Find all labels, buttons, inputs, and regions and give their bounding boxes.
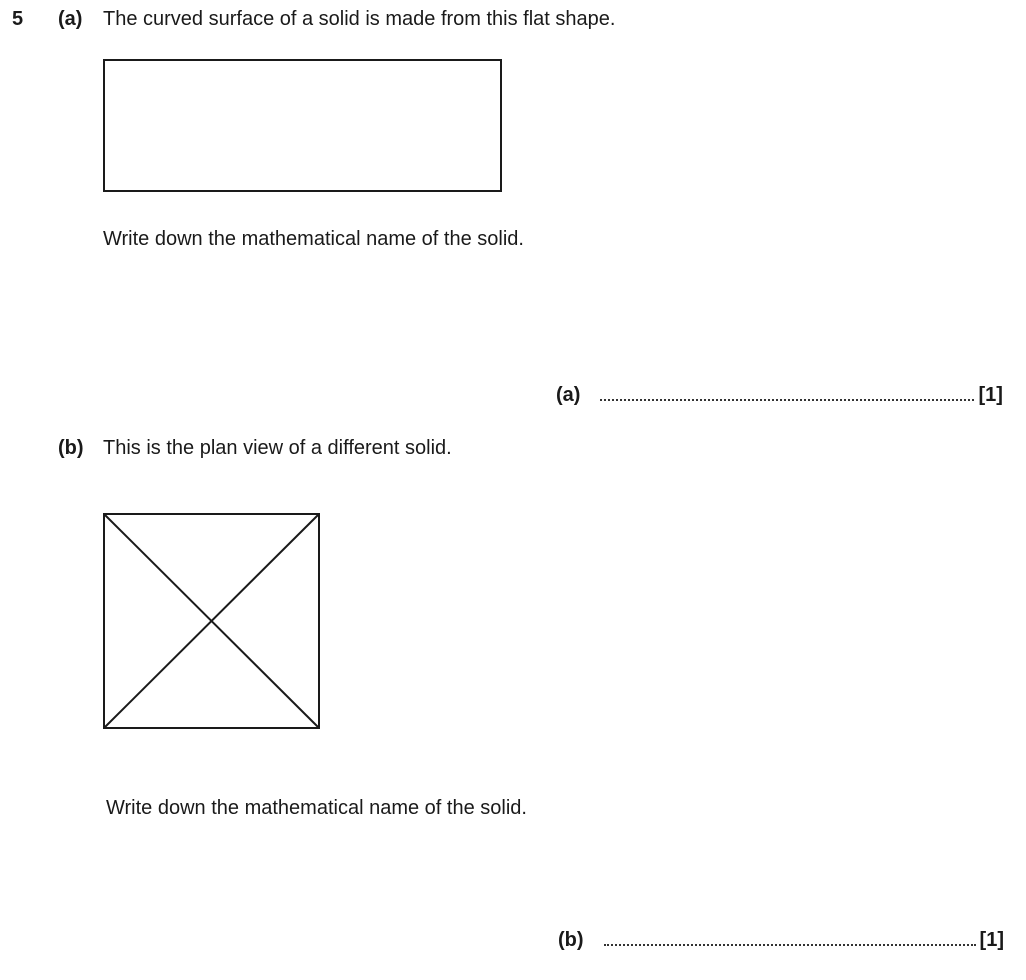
- part-b-answer-field[interactable]: [604, 943, 976, 946]
- part-a-marks: [1]: [978, 384, 1003, 406]
- part-b-answer-label: (b): [558, 929, 584, 951]
- part-a-stem: The curved surface of a solid is made from this flat shape.: [103, 8, 616, 30]
- part-b-answer-line: [558, 929, 1004, 952]
- flat-rectangle-diagram: [100, 56, 506, 196]
- part-a-label: (a): [58, 8, 83, 30]
- part-a-answer-label: (a): [556, 384, 581, 406]
- question-number: 5: [12, 8, 24, 30]
- part-a-instruction: Write down the mathematical name of the solid.: [103, 228, 524, 250]
- part-a-answer-line: [556, 384, 1003, 407]
- part-b-marks: [1]: [979, 929, 1004, 951]
- part-b-label: (b): [58, 437, 84, 459]
- rectangle-shape: [104, 60, 501, 191]
- part-b-stem: This is the plan view of a different solid.: [103, 437, 452, 459]
- part-b-instruction: Write down the mathematical name of the solid.: [106, 797, 527, 819]
- part-a-answer-field[interactable]: [600, 398, 974, 401]
- plan-view-diagram: [100, 510, 324, 732]
